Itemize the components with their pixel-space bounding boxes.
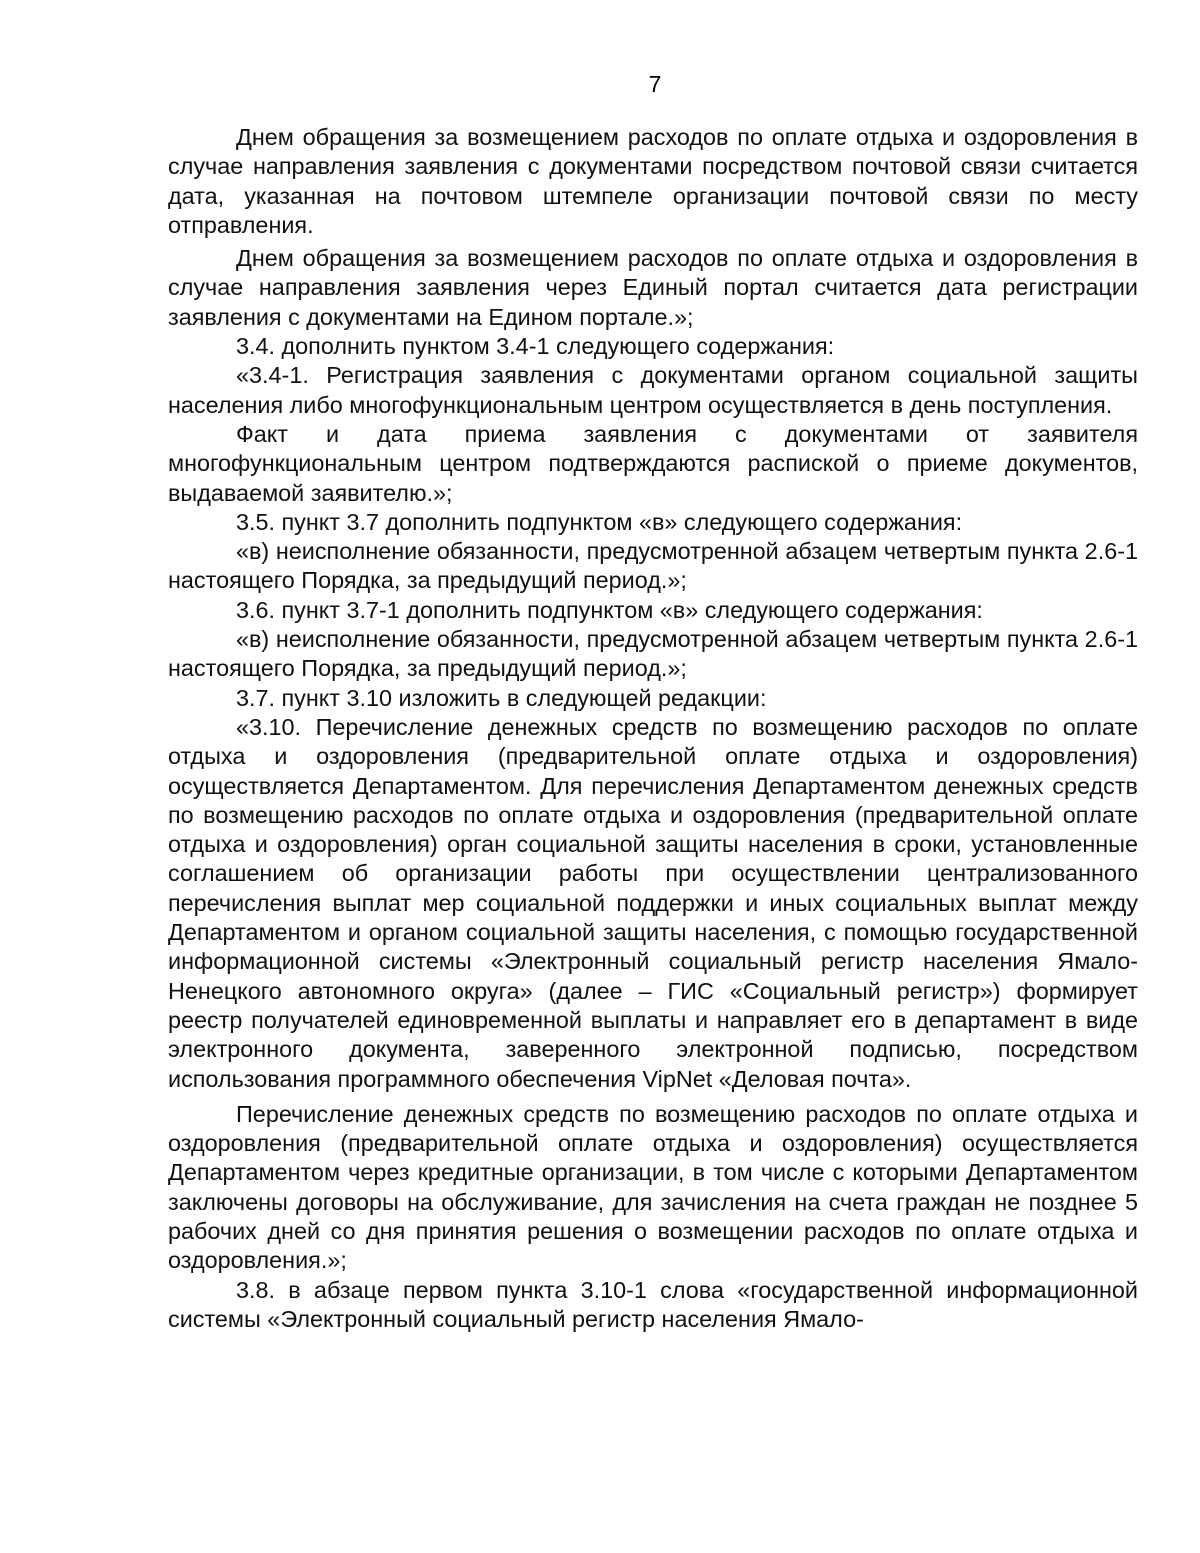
paragraph-6: 3.5. пункт 3.7 дополнить подпунктом «в» следующего содержания: xyxy=(236,508,963,535)
document-body xyxy=(168,123,1138,1334)
paragraph-8: 3.6. пункт 3.7-1 дополнить подпунктом «в» следующего содержания: xyxy=(236,596,983,623)
paragraph-5: Факт и дата приема заявления с документами от заявителя многофункциональным центром подтверждаются распиской о приеме документов, выдаваемой заявителю.»; xyxy=(168,420,1138,506)
paragraph-11: «3.10. Перечисление денежных средств по возмещению расходов по оплате отдыха и оздоровления (предварительной оплате отдыха и оздоровления) осуществляется Департаментом. Для перечисления Департаментом денежных средств по возмещению расходов по оплате отдыха и оздоровления (предварительной оплате отдыха и оздоровления) орган социальной защиты населения в сроки, установленные соглашением об организации работы при осуществлении централизованного перечисления выплат мер социальной поддержки и иных социальных выплат между Департаментом и органом социальной защиты населения, с помощью государственной информационной системы «Электронный социальный регистр населения Ямало-Ненецкого автономного округа» (далее – ГИС «Социальный регистр») формирует реестр получателей единовременной выплаты и направляет его в департамент в виде электронного документа, заверенного электронной подписью, посредством использования программного обеспечения VipNet «Деловая почта». xyxy=(168,713,1138,1092)
paragraph-3: 3.4. дополнить пунктом 3.4-1 следующего содержания: xyxy=(236,333,835,360)
paragraph-2: Днем обращения за возмещением расходов по оплате отдыха и оздоровления в случае направления заявления через Единый портал считается дата регистрации заявления с документами на Едином портале.»; xyxy=(168,245,1138,330)
paragraph-1: Днем обращения за возмещением расходов по оплате отдыха и оздоровления в случае направления заявления с документами посредством почтовой связи считается дата, указанная на почтовом штемпеле организации почтовой связи по месту отправления. xyxy=(168,124,1138,238)
page-number: 7 xyxy=(648,71,662,97)
paragraph-13: 3.8. в абзаце первом пункта 3.10-1 слова «государственной информационной системы «Электронный социальный регистр населения Ямало- xyxy=(168,1276,1138,1332)
paragraph-12: Перечисление денежных средств по возмещению расходов по оплате отдыха и оздоровления (предварительной оплате отдыха и оздоровления) осуществляется Департаментом через кредитные организации, в том числе с которыми Департаментом заключены договоры на обслуживание, для зачисления на счета граждан не позднее 5 рабочих дней со дня принятия решения о возмещении расходов по оплате отдыха и оздоровления.»; xyxy=(168,1100,1138,1274)
paragraph-9: «в) неисполнение обязанности, предусмотренной абзацем четвертым пункта 2.6-1 настоящего Порядка, за предыдущий период.»; xyxy=(168,626,1138,682)
paragraph-7: «в) неисполнение обязанности, предусмотренной абзацем четвертым пункта 2.6-1 настоящего Порядка, за предыдущий период.»; xyxy=(168,538,1138,594)
paragraph-10: 3.7. пункт 3.10 изложить в следующей редакции: xyxy=(236,684,767,711)
paragraph-4: «3.4-1. Регистрация заявления с документами органом социальной защиты населения либо многофункциональным центром осуществляется в день поступления. xyxy=(168,362,1138,418)
